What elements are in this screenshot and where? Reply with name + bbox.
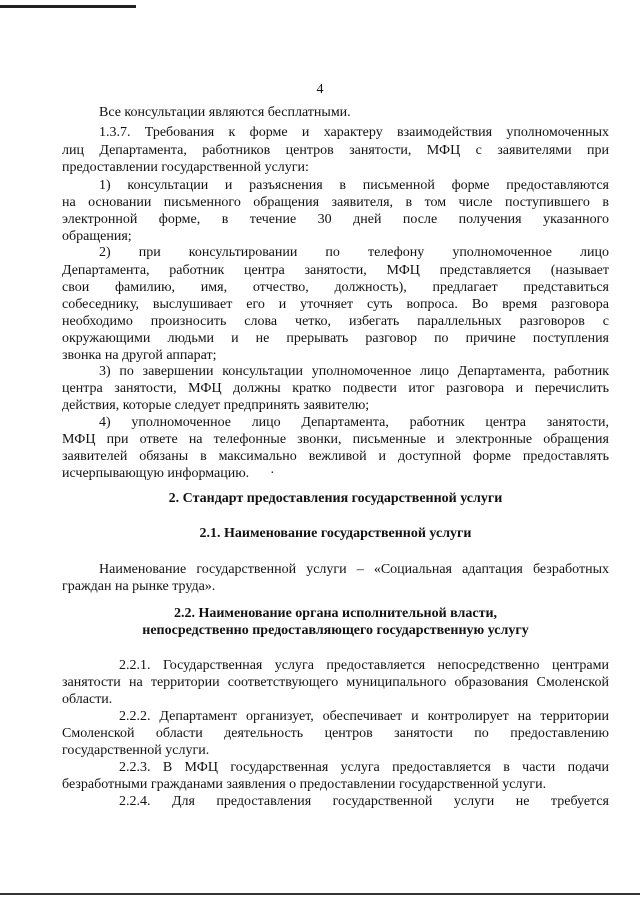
section-heading: 2. Стандарт предоставления государственной услуги: [168, 491, 503, 506]
text-line: Департамента, работник центра занятости, МФЦ представляется (называет: [62, 263, 609, 278]
text-line: 2.2.2. Департамент организует, обеспечивает и контролирует на территории: [119, 709, 609, 724]
text-line: звонка на другой аппарат;: [62, 348, 217, 363]
text-line: окружающими людьми и не прерывать разговор по причине поступления: [62, 331, 609, 346]
text-line: обращения;: [62, 229, 132, 244]
text-line: электронной форме, в течение 30 дней после получения указанного: [62, 212, 609, 227]
text-line: 2) при консультировании по телефону уполномоченное лицо: [99, 245, 609, 260]
text-line: 1.3.7. Требования к форме и характеру взаимодействия уполномоченных: [99, 125, 609, 140]
text-line: действия, которые следует предпринять заявителю;: [62, 398, 370, 413]
text-line: безработными гражданами заявления о предоставлении государственной услуги.: [62, 777, 547, 792]
text-line: 3) по завершении консультации уполномоченное лицо Департамента, работник: [99, 364, 609, 379]
text-line: необходимо произносить слова четко, избегать параллельных разговоров с: [62, 314, 609, 329]
text-line: Все консультации являются бесплатными.: [99, 105, 351, 120]
text-line: собеседнику, выслушивает его и уточняет суть вопроса. Во время разговора: [62, 297, 609, 312]
scan-speck: ·: [270, 466, 275, 481]
text-line: на основании письменного обращения заявителя, в том числе поступившего в: [62, 195, 609, 210]
text-line: занятости на территории соответствующего муниципального образования Смоленской: [62, 675, 609, 690]
text-line: 1) консультации и разъяснения в письменной форме предоставляются: [99, 178, 609, 193]
subsection-heading: 2.2. Наименование органа исполнительной власти,: [173, 606, 498, 621]
subsection-heading: 2.1. Наименование государственной услуги: [199, 526, 472, 541]
text-line: МФЦ при ответе на телефонные звонки, письменные и электронные обращения: [62, 432, 609, 447]
scan-edge-mark-top: [0, 5, 136, 8]
subsection-heading: непосредственно предоставляющего государственную услугу: [142, 623, 529, 638]
text-line: 2.2.4. Для предоставления государственной услуги не требуется: [119, 794, 609, 809]
text-line: Смоленской области деятельность центров занятости по предоставлению: [62, 726, 609, 741]
text-line: предоставлении государственной услуги:: [62, 160, 309, 175]
text-line: исчерпывающую информацию.: [62, 466, 250, 481]
text-line: 2.2.1. Государственная услуга предоставляется непосредственно центрами: [119, 658, 609, 673]
page-number: 4: [316, 82, 324, 97]
text-line: граждан на рынке труда».: [62, 579, 216, 594]
text-line: 4) уполномоченное лицо Департамента, работник центра занятости,: [99, 415, 609, 430]
text-line: лиц Департамента, работников центров занятости, МФЦ с заявителями при: [62, 143, 609, 158]
text-line: центра занятости, МФЦ должны кратко подвести итог разговора и перечислить: [62, 381, 609, 396]
text-line: государственной услуги.: [62, 743, 210, 758]
scan-edge-mark-bottom: [0, 893, 640, 895]
text-line: заявителей обязаны в максимально вежливой и доступной форме предоставлять: [62, 449, 609, 464]
text-line: свои фамилию, имя, отчество, должность), предлагает представиться: [62, 280, 609, 295]
text-line: 2.2.3. В МФЦ государственная услуга предоставляется в части подачи: [119, 760, 609, 775]
text-line: Наименование государственной услуги – «Социальная адаптация безработных: [99, 562, 609, 577]
text-line: области.: [62, 692, 113, 707]
